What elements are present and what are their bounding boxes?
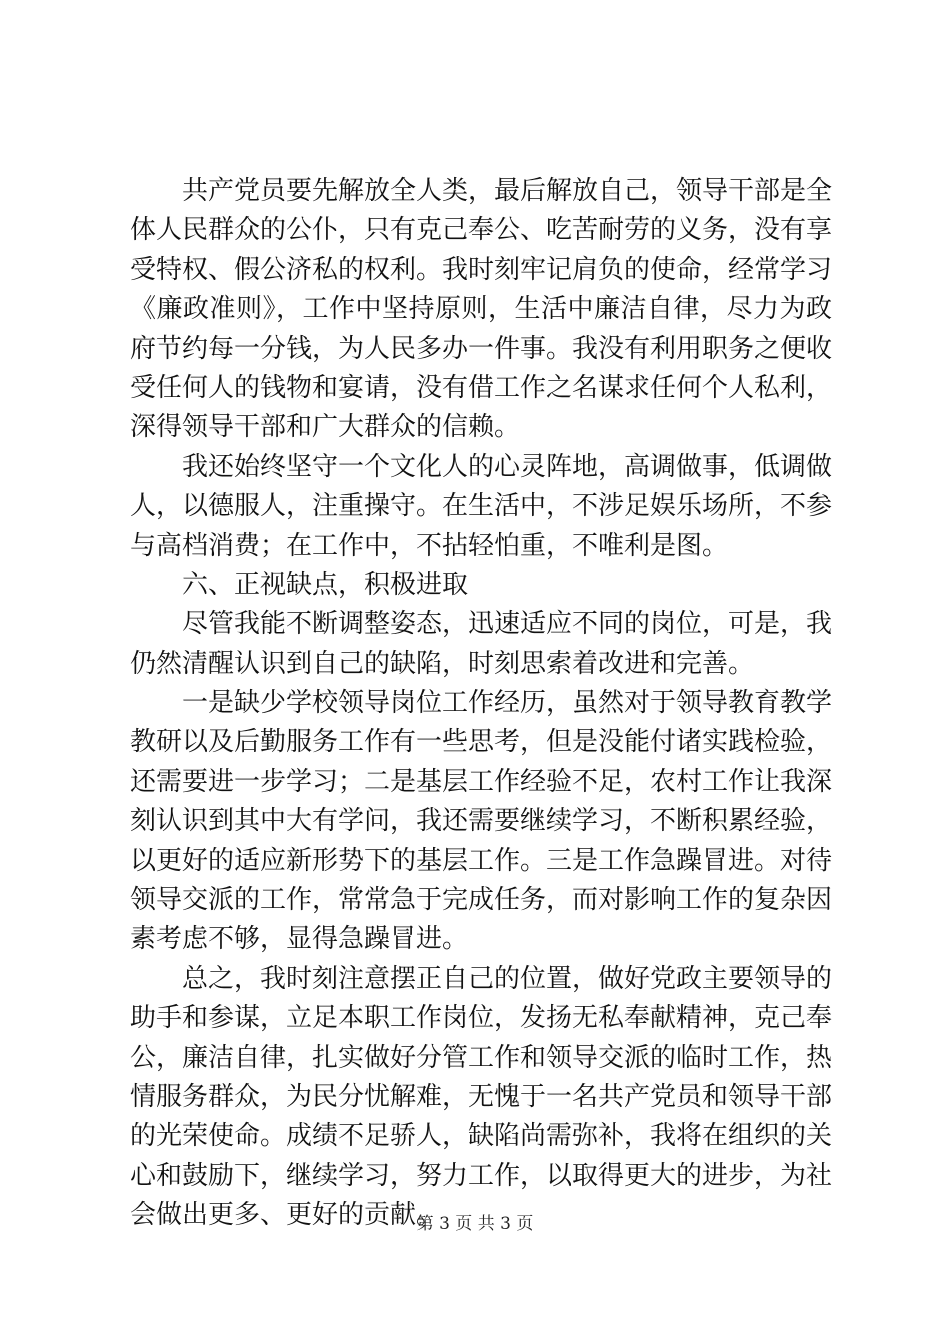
text-line: 体人民群众的公仆，只有克己奉公、吃苦耐劳的义务，没有享 [130, 215, 833, 246]
text-line: 共产党员要先解放全人类，最后解放自己，领导干部是全 [182, 176, 833, 206]
text-line: 深得领导干部和广大群众的信赖。 [130, 412, 521, 443]
text-line: 总之，我时刻注意摆正自己的位置，做好党政主要领导的 [182, 963, 833, 994]
text-line: 助手和参谋，立足本职工作岗位，发扬无私奉献精神，克己奉 [130, 1003, 833, 1034]
text-line: 尽管我能不断调整姿态，迅速适应不同的岗位，可是，我 [182, 609, 833, 640]
text-line: 仍然清醒认识到自己的缺陷，时刻思索着改进和完善。 [130, 648, 755, 679]
text-line: 素考虑不够，显得急躁冒进。 [130, 924, 469, 955]
text-line: 人，以德服人，注重操守。在生活中，不涉足娱乐场所，不参 [130, 491, 833, 522]
text-line: 《廉政准则》，工作中坚持原则，生活中廉洁自律，尽力为政 [130, 294, 832, 325]
text-line: 心和鼓励下，继续学习，努力工作，以取得更大的进步，为社 [130, 1160, 833, 1191]
text-line: 一是缺少学校领导岗位工作经历，虽然对于领导教育教学 [182, 688, 833, 719]
paragraph [130, 605, 832, 684]
paragraph [130, 684, 832, 960]
paragraph [130, 172, 832, 448]
page-number-footer: 第 3 页 共 3 页 [416, 1214, 534, 1234]
text-line: 教研以及后勤服务工作有一些思考，但是没能付诸实践检验， [130, 727, 833, 758]
text-line: 刻认识到其中大有学问，我还需要继续学习，不断积累经验， [130, 806, 833, 837]
text-line: 情服务群众，为民分忧解难，无愧于一名共产党员和领导干部 [130, 1081, 833, 1112]
paragraph [130, 960, 832, 1236]
section-heading [130, 566, 832, 605]
text-line: 公，廉洁自律，扎实做好分管工作和领导交派的临时工作，热 [130, 1042, 833, 1073]
text-line: 会做出更多、更好的贡献。 [130, 1200, 443, 1231]
text-line: 还需要进一步学习；二是基层工作经验不足，农村工作让我深 [130, 766, 833, 797]
text-line: 领导交派的工作，常常急于完成任务，而对影响工作的复杂因 [130, 885, 833, 916]
text-line: 受特权、假公济私的权利。我时刻牢记肩负的使命，经常学习 [130, 254, 833, 285]
paragraph [130, 448, 832, 566]
text-line: 受任何人的钱物和宴请，没有借工作之名谋求任何个人私利， [130, 372, 833, 403]
text-line: 以更好的适应新形势下的基层工作。三是工作急躁冒进。对待 [130, 845, 833, 876]
text-line: 我还始终坚守一个文化人的心灵阵地，高调做事，低调做 [182, 451, 833, 482]
text-line: 的光荣使命。成绩不足骄人，缺陷尚需弥补，我将在组织的关 [130, 1121, 833, 1152]
text-line: 与高档消费；在工作中，不拈轻怕重，不唯利是图。 [130, 530, 729, 561]
text-line: 府节约每一分钱，为人民多办一件事。我没有利用职务之便收 [130, 333, 833, 364]
body-text [130, 172, 832, 1236]
text-line: 六、正视缺点，积极进取 [182, 569, 469, 600]
